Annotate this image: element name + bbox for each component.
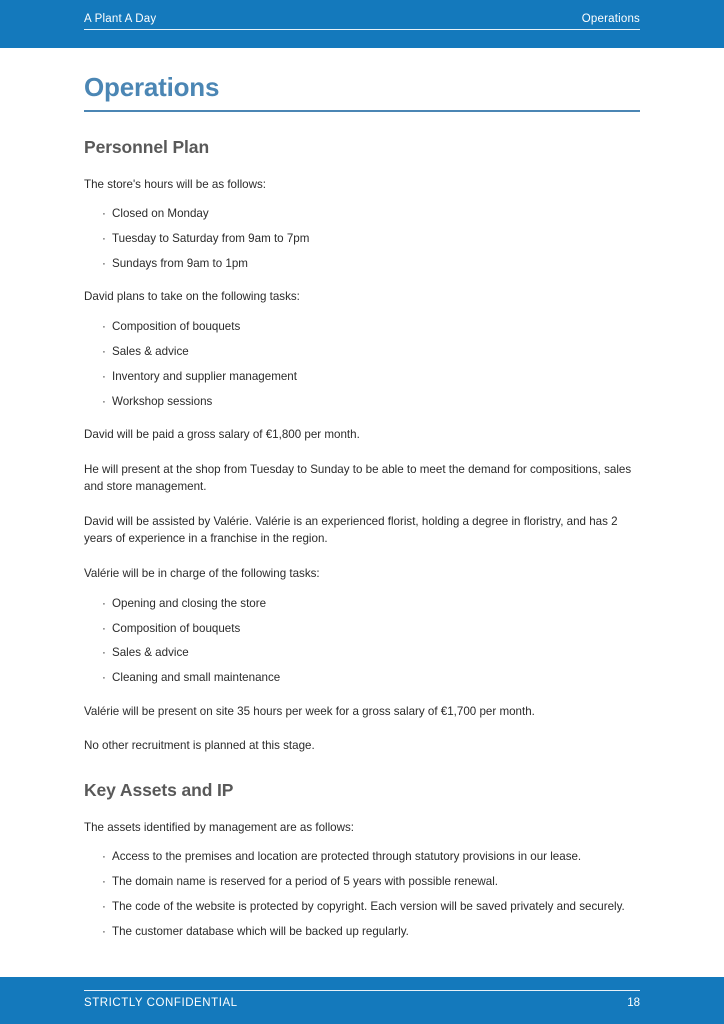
title-underline-rule bbox=[84, 110, 640, 112]
section-heading: Key Assets and IP bbox=[84, 779, 234, 800]
list-item bbox=[84, 848, 640, 865]
bullet-list bbox=[84, 318, 640, 410]
bullet-dot-icon: · bbox=[102, 621, 106, 635]
list-item-label: Sales & advice bbox=[112, 646, 189, 660]
bullet-dot-icon: · bbox=[102, 344, 106, 358]
list-item-label: Workshop sessions bbox=[112, 394, 213, 408]
list-item bbox=[84, 595, 640, 612]
list-item-label: Closed on Monday bbox=[112, 207, 209, 221]
list-item-label: Sales & advice bbox=[112, 344, 189, 358]
paragraph: He will present at the shop from Tuesday to Sunday to be able to meet the demand for compositions, sales and store management. bbox=[84, 462, 632, 494]
paragraph: Valérie will be in charge of the following tasks: bbox=[84, 567, 320, 581]
list-item bbox=[84, 230, 640, 247]
footer-rule-container bbox=[84, 990, 640, 1009]
list-item-label: Cleaning and small maintenance bbox=[112, 671, 281, 685]
bullet-dot-icon: · bbox=[102, 850, 106, 864]
list-item bbox=[84, 620, 640, 637]
list-item bbox=[84, 318, 640, 335]
list-item-label: Sundays from 9am to 1pm bbox=[112, 256, 248, 270]
header-rule-container bbox=[84, 13, 640, 30]
page-footer bbox=[0, 977, 724, 1024]
section-heading: Personnel Plan bbox=[84, 136, 210, 157]
list-item bbox=[84, 255, 640, 272]
bullet-list bbox=[84, 205, 640, 272]
list-item-label: Inventory and supplier management bbox=[112, 369, 297, 383]
list-item-label: The domain name is reserved for a period of 5 years with possible renewal. bbox=[112, 875, 499, 889]
list-item-label: Tuesday to Saturday from 9am to 7pm bbox=[112, 232, 310, 246]
bullet-list bbox=[84, 848, 640, 940]
list-item bbox=[84, 873, 640, 890]
list-item bbox=[84, 923, 640, 940]
bullet-dot-icon: · bbox=[102, 256, 106, 270]
list-item-label: Composition of bouquets bbox=[112, 621, 241, 635]
bullet-dot-icon: · bbox=[102, 596, 106, 610]
bullet-dot-icon: · bbox=[102, 394, 106, 408]
header-chapter-name: Operations bbox=[581, 13, 640, 25]
bullet-dot-icon: · bbox=[102, 900, 106, 914]
bullet-list bbox=[84, 595, 640, 687]
list-item bbox=[84, 644, 640, 661]
paragraph: David will be paid a gross salary of €1,800 per month. bbox=[84, 428, 360, 442]
list-item bbox=[84, 343, 640, 360]
sections-container bbox=[84, 137, 640, 941]
page-number: 18 bbox=[627, 997, 640, 1009]
paragraph: The store's hours will be as follows: bbox=[84, 177, 266, 191]
paragraph: David will be assisted by Valérie. Valérie is an experienced florist, holding a degree in floristry, and has 2 years of experience in a franchise in the region. bbox=[84, 514, 618, 546]
list-item bbox=[84, 898, 640, 915]
paragraph: The assets identified by management are as follows: bbox=[84, 820, 355, 834]
bullet-dot-icon: · bbox=[102, 646, 106, 660]
list-item-label: The code of the website is protected by copyright. Each version will be saved privately and securely. bbox=[112, 900, 625, 914]
list-item-label: Opening and closing the store bbox=[112, 596, 267, 610]
list-item bbox=[84, 669, 640, 686]
list-item-label: Access to the premises and location are protected through statutory provisions in our lease. bbox=[112, 850, 582, 864]
bullet-dot-icon: · bbox=[102, 232, 106, 246]
bullet-dot-icon: · bbox=[102, 875, 106, 889]
bullet-dot-icon: · bbox=[102, 207, 106, 221]
list-item bbox=[84, 205, 640, 222]
list-item-label: The customer database which will be backed up regularly. bbox=[112, 925, 409, 939]
list-item-label: Composition of bouquets bbox=[112, 319, 241, 333]
page-header bbox=[0, 0, 724, 48]
paragraph: David plans to take on the following tasks: bbox=[84, 290, 300, 304]
header-document-name: A Plant A Day bbox=[84, 13, 157, 25]
paragraph: No other recruitment is planned at this stage. bbox=[84, 739, 315, 753]
bullet-dot-icon: · bbox=[102, 671, 106, 685]
list-item bbox=[84, 393, 640, 410]
list-item bbox=[84, 368, 640, 385]
page-title: Operations bbox=[84, 72, 220, 102]
document-content bbox=[84, 72, 640, 941]
paragraph: Valérie will be present on site 35 hours per week for a gross salary of €1,700 per month. bbox=[84, 704, 535, 718]
bullet-dot-icon: · bbox=[102, 925, 106, 939]
bullet-dot-icon: · bbox=[102, 369, 106, 383]
confidentiality-notice: STRICTLY CONFIDENTIAL bbox=[84, 997, 238, 1009]
bullet-dot-icon: · bbox=[102, 319, 106, 333]
